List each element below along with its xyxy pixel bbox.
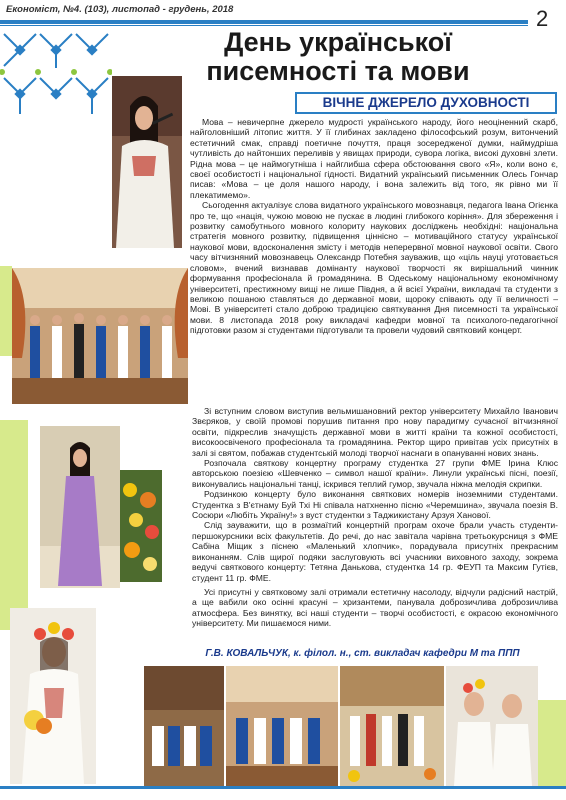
- footer-rule: [0, 786, 566, 789]
- green-stripe: [0, 266, 12, 356]
- paragraph: Родзинкою концерту було виконання святкових номерів іноземними студентами. Студентка з В'єтнаму Буй Тхі Ні співала натхненно пісню «Черемшина», звучала поезія В. Сосюри «Любіть Україну!» з вуст студентки з Таджикистану Арзуя Ханової.: [192, 489, 558, 521]
- paragraph: Мова – невичерпне джерело мудрості українського народу, його неоціненний скарб, найголовніший літопис життя. У її глибинах закладено філософський розум, витончений естетичний смак, справді поетичне почуття, праця зосередженої думки, наймудріша чутливість до найтонших переливів у явищах природи, сувора логіка, високі духовні злети. Рідна мова – це наймогутніша і найглибша сфера обстоювання свого «Я», коли воно є, своєї особистості і національної гідності. Видатний український письменник Олесь Гончар писав: «Мова – це доля нашого народу, і вона залежить від того, як рівно ми її плекатимемо».: [190, 117, 558, 200]
- paragraph: Слід зауважити, що в розмаїтий концертній програм охоче брали участь студенти-першокурсники всіх факультетів. До речі, до нас завітала чарівна третьокурсниця з ФМЕ Сабіна Міщик з піснею «Маленький хлопчик», порадувала присутніх прекрасним виконанням. Слів щирої подяки заслуговують всі учасники виховного заходу, зокрема ведучі святкового концерту: Тетяна Данькова, студентка 14 гр. ФЕУП та Максим Гутієв, студент 11 гр. ФМЕ.: [192, 520, 558, 583]
- photo-flowers: [120, 470, 162, 582]
- paragraph: Зі вступним словом виступив вельмишановний ректор університету Михайло Іванович Звєряков, у своїй промові порушив питання про нову парадигму сучасної вітчизняної освіти, підкреслив значущість державної мови в житті країни та кожної особистості, високоосвіченого професіонала та громадянина. Ректор щиро привітав усіх присутніх в залі зі святом, побажав студентській молоді творчої наснаги в опануванні нових знань.: [192, 406, 558, 458]
- photo-bottom-4: [446, 666, 538, 786]
- header-text: Економіст, №4. (103), листопад - грудень, 2018: [6, 4, 234, 15]
- author-signature: Г.В. КОВАЛЬЧУК, к. філол. н., ст. викладач кафедри М та ППП: [205, 648, 520, 659]
- article-text-middle: [192, 406, 558, 583]
- photo-bottom-3: [340, 666, 444, 786]
- title-line-2: писемності та мови: [206, 56, 470, 86]
- paragraph: Сьогодення актуалізує слова видатного українського мовознавця, педагога Івана Огієнка про те, що «нація, чужою мовою не пускає в людині глибокого коріння». Для збереження і розвитку самобутнього мовного колориту наукових досліджень необхідні: національна стратегія мовного розвитку, підвищення ціннісно – мотиваційного статусу української наукової мови, вдосконалення змісту і методів неперервної мовної наукової освіти. Свого часу вітчизняний мовознавець Олександр Потебня зауважив, що «ціль науці уготовається словом», вчений визнавав домінанту наукової творчості як вирішальний чинник формування професіонала й громадянина. В Одеському національному економічному університеті, престижному вищі не лише Півдня, а й всієї України, викладачі та студенти з великою пошаною ставляться до державної мови, щороку співають оду її величності – Мові. В університеті стало доброю традицією святкування Дня писемності та української мови. 8 листопада 2018 року викладачі кафедри мовної та психолого-педагогічної підготовки разом зі студентами підготували та провели чудовий святковий концерт.: [190, 200, 558, 336]
- paragraph: Розпочала святкову концертну програму студентка 27 групи ФМЕ Ірина Клюс авторською поезією «Шевченко – символ нашої країни». Линули українські пісні, поезії, виконувались національні танці, іскрився теплий гумор, звучала ніжна мелодія скрипки.: [192, 458, 558, 489]
- page-number: 2: [536, 6, 549, 31]
- photo-bottom-1: [144, 666, 224, 786]
- embroidery-ornament: [0, 28, 112, 118]
- article-subtitle: ВІЧНЕ ДЖЕРЕЛО ДУХОВНОСТІ: [295, 92, 557, 114]
- photo-singer: [112, 76, 182, 248]
- photo-girl-wreath: [10, 608, 96, 784]
- article-text-top: [190, 117, 558, 336]
- photo-bottom-2: [226, 666, 338, 786]
- header-rule: [0, 20, 528, 24]
- header-rule-thin: [0, 25, 528, 26]
- photo-dancers-stage: [12, 268, 188, 404]
- article-text-bottom: [192, 587, 558, 629]
- page-header: [0, 0, 566, 30]
- green-stripe: [538, 700, 566, 786]
- title-line-1: День української: [224, 27, 452, 57]
- green-stripe: [0, 420, 28, 630]
- photo-student-aodai: [40, 426, 120, 588]
- page-title: [118, 28, 558, 86]
- paragraph: Усі присутні у святковому залі отримали естетичну насолоду, відчули радісний настрій, а ще вабили око осінні красуні – хризантеми, панувала доброзичлива доброзичлива атмосфера. Без винятку, всі наші студенти – творчі особистості, є окрасою економічного університету. Ми пишаємося ними.: [192, 587, 558, 629]
